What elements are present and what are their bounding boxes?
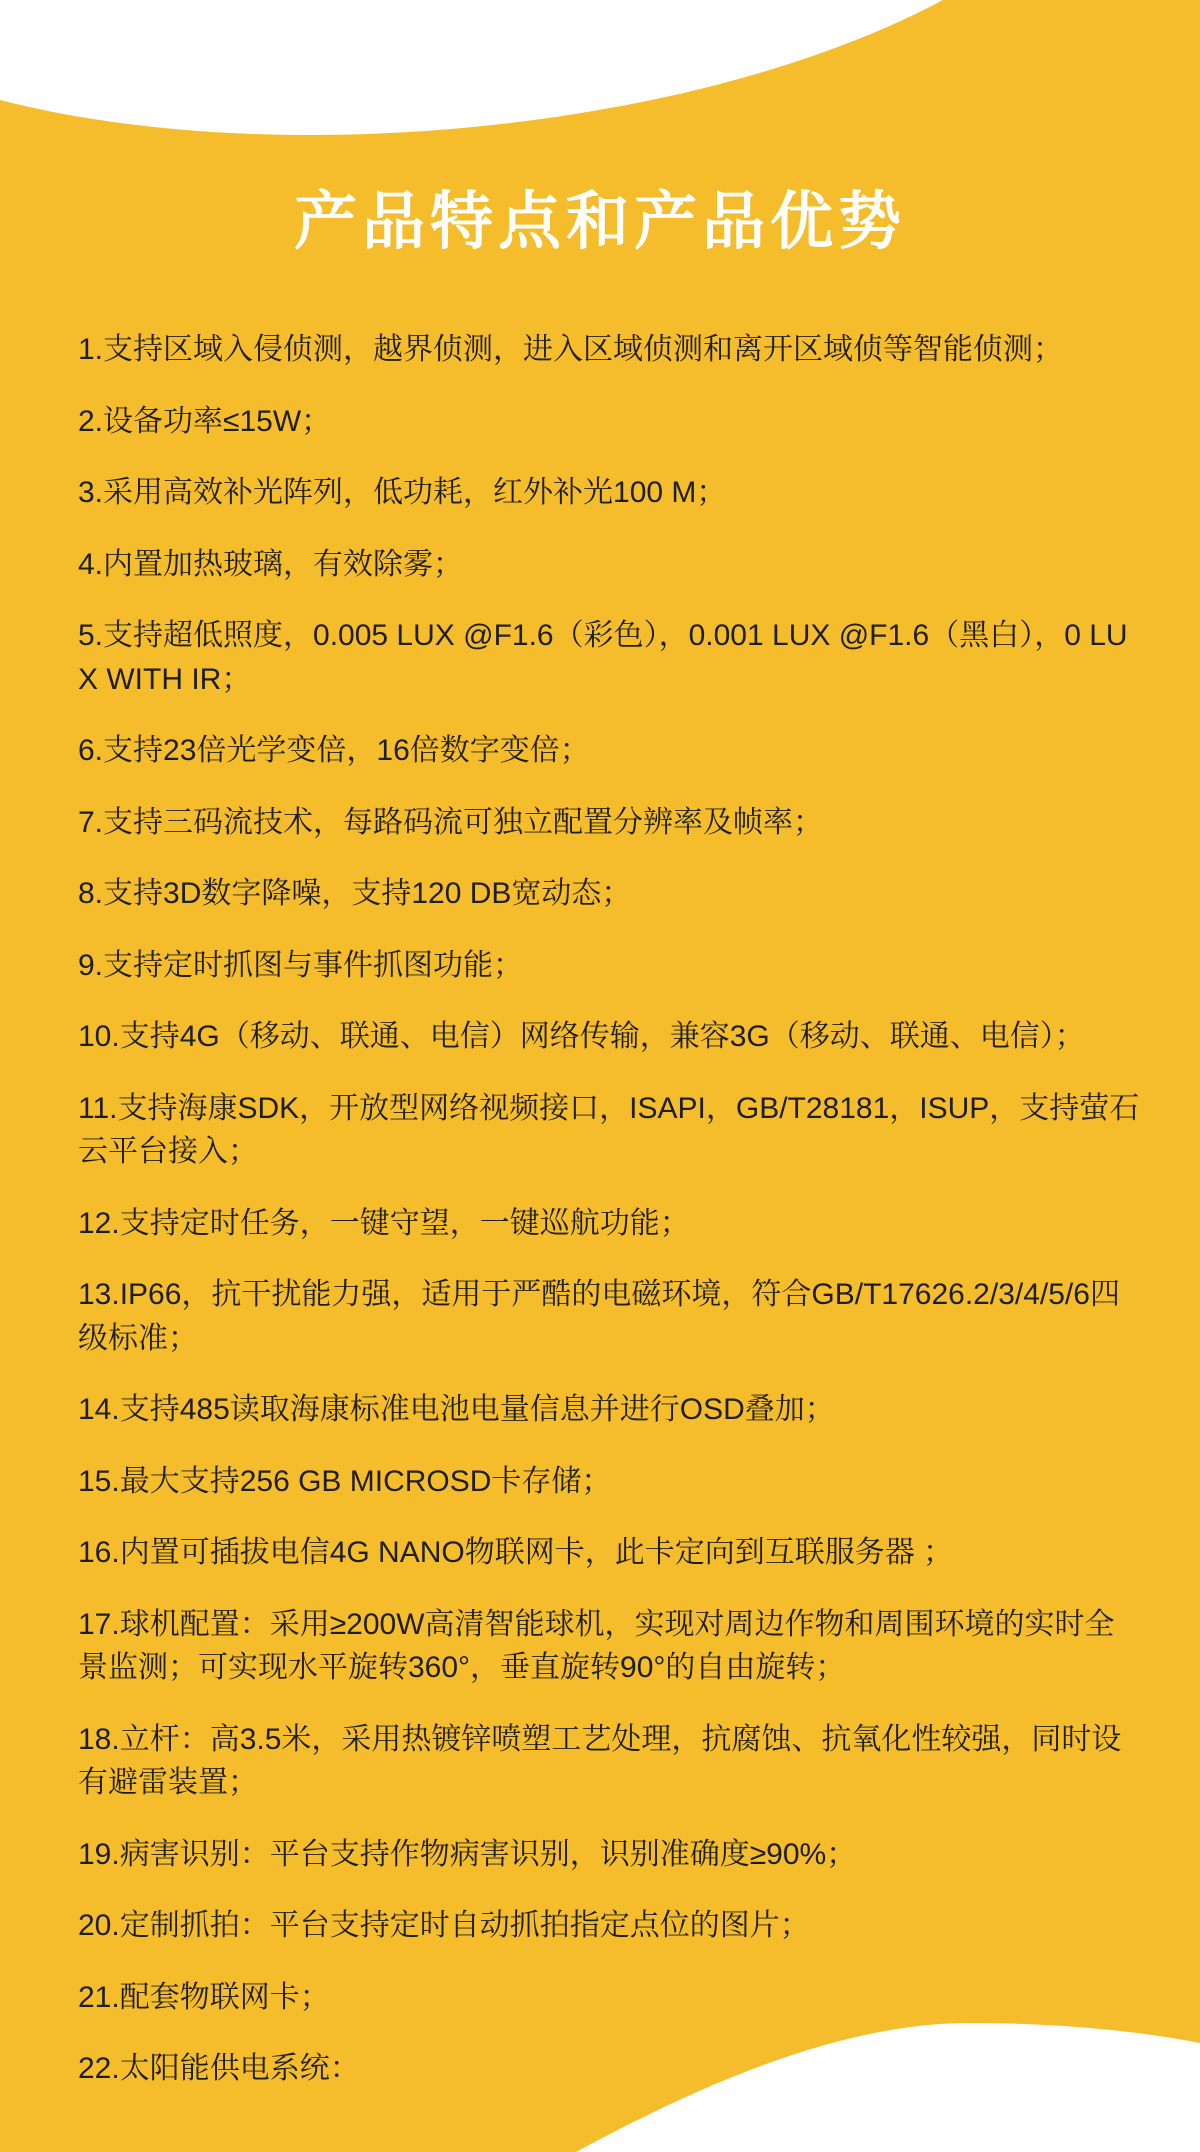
feature-item: 4.内置加热玻璃，有效除雾；	[78, 547, 464, 581]
feature-item: 21.配套物联网卡；	[78, 1980, 330, 2014]
feature-item: 7.支持三码流技术，每路码流可独立配置分辨率及帧率；	[78, 805, 824, 839]
feature-item: 22.太阳能供电系统：	[78, 2052, 360, 2085]
feature-item: 8.支持3D数字降噪，支持120 DB宽动态；	[78, 877, 632, 910]
feature-item: 13.IP66，抗干扰能力强，适用于严酷的电磁环境，符合GB/T17626.2/3/4/5/6四级标准；	[78, 1278, 1120, 1355]
feature-item: 16.内置可插拔电信4G NANO物联网卡，此卡定向到互联服务器 ；	[78, 1536, 954, 1569]
feature-item: 1.支持区域入侵侦测，越界侦测，进入区域侦测和离开区域侦等智能侦测；	[78, 333, 1064, 366]
feature-item: 11.支持海康SDK，开放型网络视频接口，ISAPI，GB/T28181，ISUP，支持萤石云平台接入；	[78, 1091, 1140, 1168]
feature-item: 2.设备功率≤15W；	[78, 404, 332, 438]
feature-item: 12.支持定时任务，一键守望，一键巡航功能；	[78, 1206, 690, 1240]
feature-item: 14.支持485读取海康标准电池电量信息并进行OSD叠加；	[78, 1393, 835, 1426]
page-title: 产品特点和产品优势	[294, 187, 906, 257]
feature-item: 9.支持定时抓图与事件抓图功能；	[78, 948, 524, 982]
feature-item: 6.支持23倍光学变倍，16倍数字变倍；	[78, 734, 590, 767]
feature-item: 19.病害识别：平台支持作物病害识别，识别准确度≥90%；	[78, 1837, 857, 1871]
feature-item: 18.立杆：高3.5米，采用热镀锌喷塑工艺处理，抗腐蚀、抗氧化性较强，同时设有避雷装置；	[78, 1722, 1122, 1799]
feature-item: 3.采用高效补光阵列，低功耗，红外补光100 M；	[78, 476, 727, 509]
feature-item: 15.最大支持256 GB MICROSD卡存储；	[78, 1464, 612, 1498]
feature-item: 5.支持超低照度，0.005 LUX @F1.6（彩色），0.001 LUX @F1.6（黑白），0 LUX WITH IR；	[78, 619, 1128, 696]
feature-list	[0, 328, 1200, 2119]
feature-item: 10.支持4G（移动、联通、电信）网络传输，兼容3G（移动、联通、电信）；	[78, 1020, 1085, 1053]
feature-item: 20.定制抓拍：平台支持定时自动抓拍指定点位的图片；	[78, 1909, 810, 1942]
feature-item: 17.球机配置：采用≥200W高清智能球机，实现对周边作物和周围环境的实时全景监测；可实现水平旋转360°，垂直旋转90°的自由旋转；	[78, 1607, 1115, 1684]
